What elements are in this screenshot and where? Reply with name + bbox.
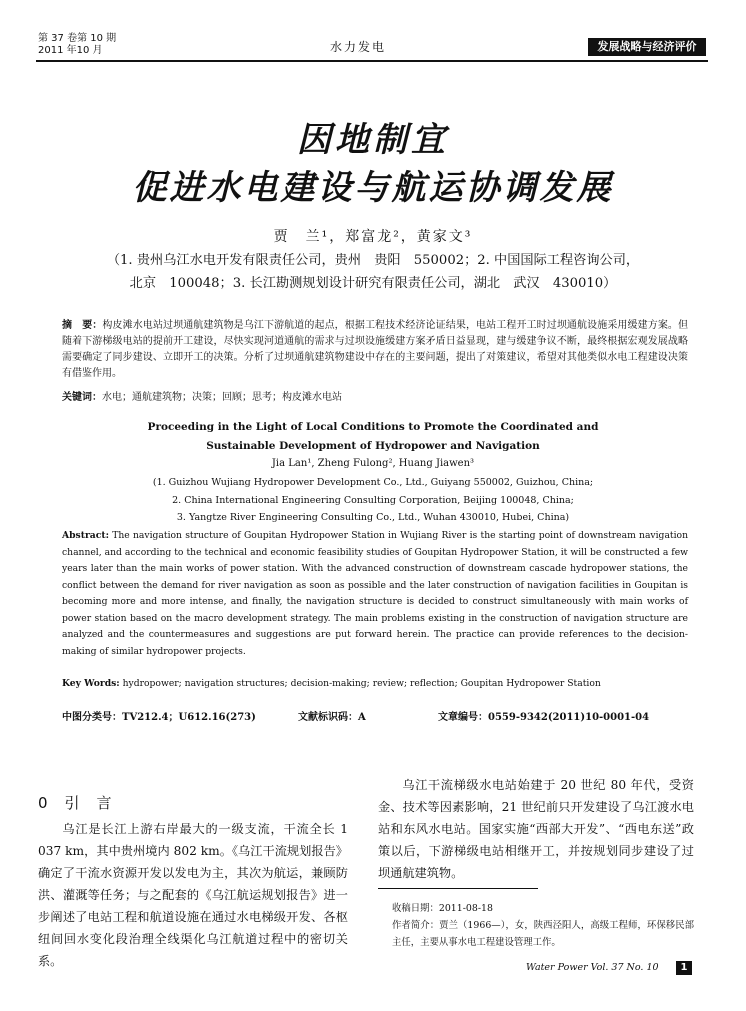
abstract-cn xyxy=(62,318,688,382)
affiliation-en-line: (1. Guizhou Wujiang Hydropower Development Co., Ltd., Guiyang 550002, Guizhou, China; xyxy=(152,477,594,488)
footer-journal: Water Power Vol. 37 No. 10 xyxy=(526,962,659,973)
authors-en: Jia Lan¹, Zheng Fulong², Huang Jiawen³ xyxy=(271,458,475,469)
page-number: 1 xyxy=(676,961,692,975)
article-number: 文章编号：0559-9342(2011)10-0001-04 xyxy=(438,712,650,723)
affiliation-cn-line: 北京 100048；3. 长江勘测规划设计研究有限责任公司，湖北 武汉 430010） xyxy=(129,276,617,291)
keywords-cn-label: 关键词： xyxy=(62,392,102,403)
section-heading: 0 引 言 xyxy=(38,794,113,812)
doc-code: 文献标识码：A xyxy=(298,712,366,723)
affiliation-en-line: 2. China International Engineering Consulting Corporation, Beijing 100048, China; xyxy=(172,494,574,506)
clc-number: 中图分类号：TV212.4；U612.16(273) xyxy=(62,712,256,723)
issue-date: 2011 年10 月 xyxy=(38,45,103,56)
page-title-line1: 因地制宜 xyxy=(297,120,449,160)
body-right-paragraph: 乌江干流梯级水电站始建于 20 世纪 80 年代，受资金、技术等因素影响，21 世纪前只开发建设了乌江渡水电站和东风水电站。国家实施“西部大开发”、“西电东送”政策以后，下游梯级电站相继开工，并按规划同步建设了过坝通航建筑物。 xyxy=(378,778,694,880)
keywords-en-label: Key Words: xyxy=(62,678,120,689)
keywords-en-text: hydropower; navigation structures; decision-making; review; reflection; Goupitan Hydropower Station xyxy=(122,678,601,689)
journal-name: 水力发电 xyxy=(330,40,387,54)
keywords-cn-text: 水电；通航建筑物；决策；回顾；思考；构皮滩水电站 xyxy=(102,392,342,403)
body-left-paragraph: 乌江是长江上游右岸最大的一级支流，干流全长 1 037 km，其中贵州境内 802 km。《乌江干流规划报告》确定了干流水资源开发以发电为主，其次为航运，兼顾防洪、灌溉等任务；与之配套的《乌江航运规划报告》进一步阐述了电站工程和航道设施在通过水电梯级开发、各枢纽间回水变化段治理全线渠化乌江航道过程中的密切关系。 xyxy=(38,822,348,968)
title-en-line: Proceeding in the Light of Local Conditions to Promote the Coordinated and xyxy=(147,421,599,433)
header-rule xyxy=(36,60,708,62)
keywords-en xyxy=(62,676,688,693)
affiliations-cn xyxy=(30,249,716,295)
section-badge: 发展战略与经济评价 xyxy=(588,38,706,56)
abstract-cn-text: 构皮滩水电站过坝通航建筑物是乌江下游航道的起点，根据工程技术经济论证结果，电站工程开工时过坝通航设施采用缓建方案。但随着下游梯级电站的提前开工建设，尽快实现河道通航的需求与过坝设施缓建方案矛盾日益显现，建与缓建争议不断，最终根据宏观发展战略需要确定了同步建设、立即开工的决策。分析了过坝通航建筑物建设中存在的主要问题，提出了对策建议，希望对其他类似水电工程建设决策有借鉴作用。 xyxy=(62,320,689,379)
footnote xyxy=(392,900,694,951)
affiliation-en-line: 3. Yangtze River Engineering Consulting Co., Ltd., Wuhan 430010, Hubei, China) xyxy=(176,512,570,523)
issue-info xyxy=(38,33,116,57)
footnote-received: 收稿日期：2011-08-18 xyxy=(392,903,493,914)
page-title-line2: 促进水电建设与航运协调发展 xyxy=(132,168,614,208)
abstract-cn-label: 摘 要： xyxy=(62,320,103,331)
abstract-en-text: The navigation structure of Goupitan Hydropower Station in Wujiang River is the starting point of downstream navigation channel, and according to the technical and economic feasibility studies of Goupitan Hydropower Station, it will be constructed a few years later than the main works of power station. With the advanced construction of downstream cascade hydropower stations, the conflict between the demand for river navigation as soon as possible and the later construction of navigation facilities in Goupitan is becoming more and more intense, and finally, the navigation structure is decided to construct simultaneously with main works of power station based on the macro development strategy. The main problems existing in the construction of navigation structure are analyzed and the countermeasures and suggestions are put forward herein. The practice can provide references to the decision-making of similar hydropower projects. xyxy=(62,530,688,657)
title-en xyxy=(40,418,706,456)
affiliations-en xyxy=(40,474,706,527)
footnote-rule xyxy=(378,888,538,889)
affiliation-cn-line: （1. 贵州乌江水电开发有限责任公司，贵州 贵阳 550002；2. 中国国际工程咨询公司， xyxy=(106,253,640,268)
issue-volume: 第 37 卷第 10 期 xyxy=(38,33,117,44)
authors-cn: 贾 兰¹，郑富龙²，黄家文³ xyxy=(273,229,473,245)
footnote-author-bio: 作者简介：贾兰（1966—），女，陕西泾阳人，高级工程师，环保移民部主任，主要从事水电工程建设管理工作。 xyxy=(392,920,694,948)
title-en-line: Sustainable Development of Hydropower and Navigation xyxy=(206,440,540,452)
keywords-cn xyxy=(62,390,688,406)
abstract-en-label: Abstract: xyxy=(62,530,109,541)
abstract-en xyxy=(62,528,688,660)
